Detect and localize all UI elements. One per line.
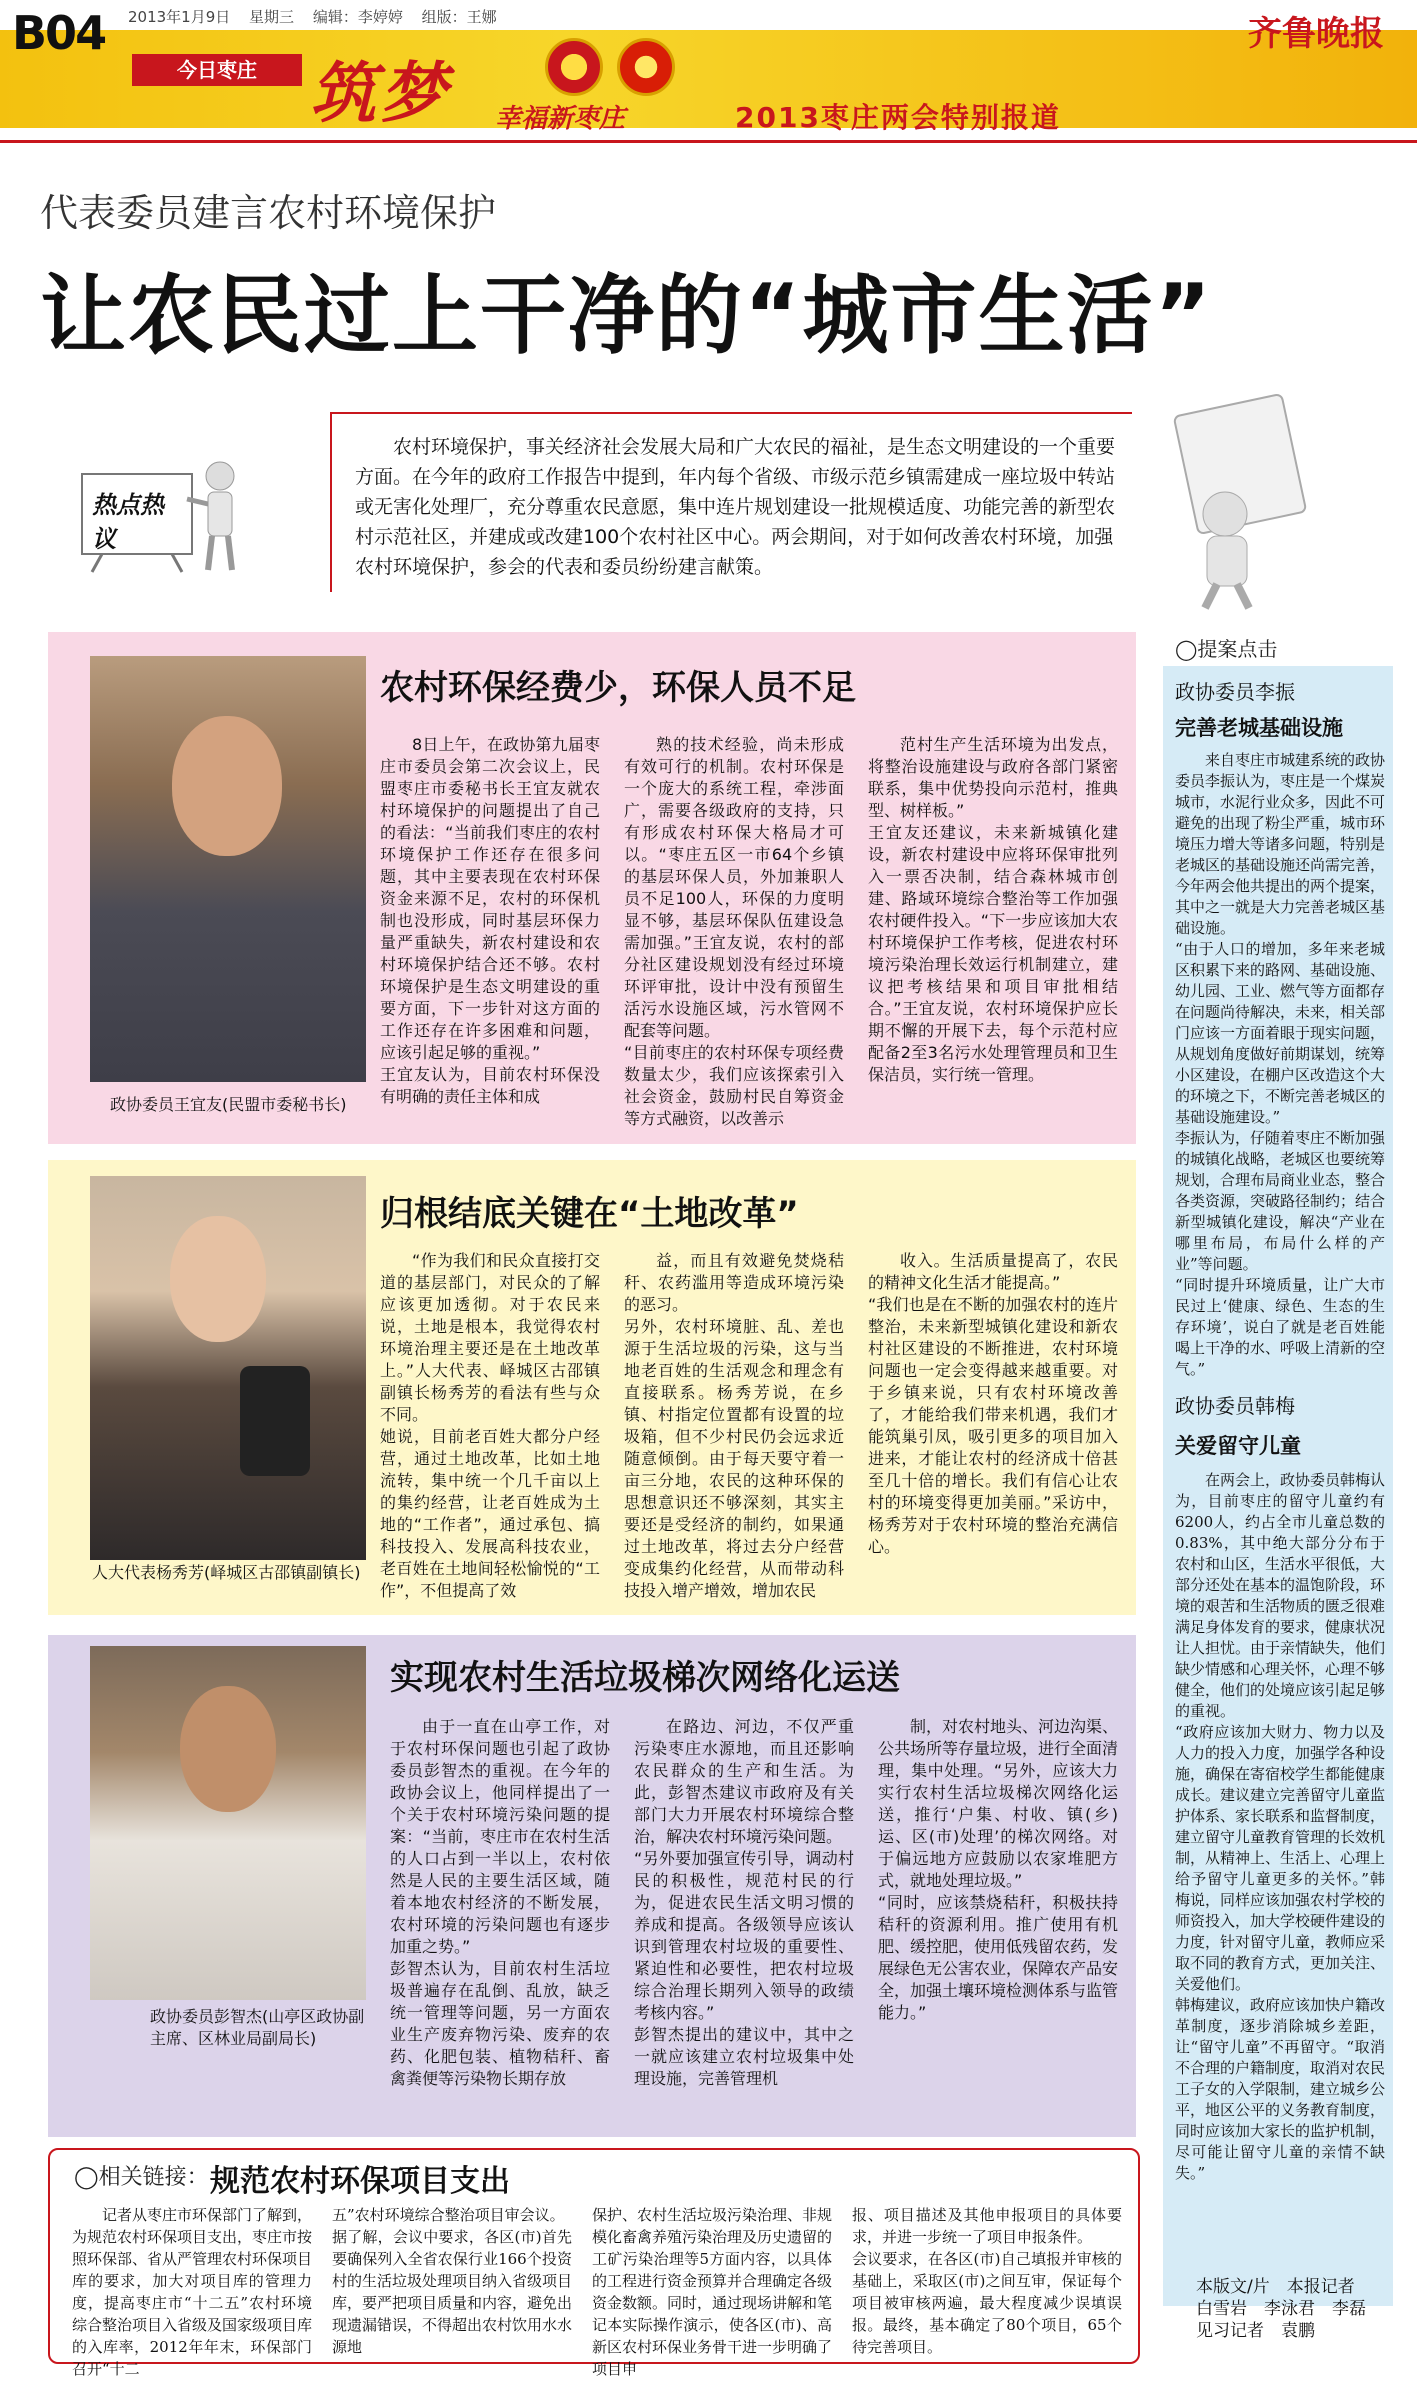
- issue-date: 2013年1月9日: [128, 8, 231, 26]
- section-tag: 今日枣庄: [132, 54, 302, 86]
- stick-figure-icon: [187, 462, 234, 570]
- article-headline: 让农民过上干净的“城市生活”: [40, 266, 1214, 366]
- photo-yang-xiufang: [90, 1176, 366, 1560]
- sidebar-heading: ◯提案点击: [1175, 637, 1278, 661]
- page-number: B04: [12, 6, 106, 60]
- sidebar-author: 政协委员韩梅: [1175, 1394, 1295, 1418]
- newspaper-logo: 齐鲁晚报: [1248, 14, 1384, 54]
- related-link-title: 规范农村环保项目支出: [210, 2164, 510, 2199]
- related-link-label: ◯相关链接：: [74, 2165, 209, 2190]
- national-emblem-icon: [545, 38, 603, 96]
- section-2-column-2: 益，而且有效避免焚烧秸秆、农药滥用等造成环境污染的恶习。 另外，农村环境脏、乱、差也源于生活垃圾的污染，这与当地老百姓的生活观念和理念有直接联系。杨秀芳说，在乡镇、村指定位置都有设置的垃圾箱，但不少村民仍会远求近随意倾倒。由于每天要守着一亩三分地，农民的这种环保的思想意识还不够深刻，其实主要还是受经济的制约，如果通过土地改革，将过去分户经营变成集约化经营，从而带动科技投入增产增效，增加农民: [624, 1251, 844, 1600]
- article-kicker: 代表委员建言农村环境保护: [40, 191, 497, 235]
- sidebar-heading-text: 提案点击: [1197, 637, 1278, 661]
- header-divider: [0, 140, 1417, 143]
- editor-credit: 编辑：李婷婷: [312, 8, 403, 26]
- portrait-face: [172, 716, 282, 856]
- portrait-face: [180, 1686, 276, 1812]
- sidebar-text-1: 来自枣庄市城建系统的政协委员李振认为，枣庄是一个煤炭城市，水泥行业众多，因此不可避免的出现了粉尘严重，城市环境压力增大等诸多问题，特别是老城区的基础设施还尚需完善，今年两会他共提出的两个提案，其中之一就是大力完善老城区基础设施。 “由于人口的增加，多年来老城区积累下来的路网、基础设施、幼儿园、工业、燃气等方面都存在问题尚待解决，未来，相关部门应该一方面着眼于现实问题，从规划角度做好前期谋划，统筹小区建设，在棚户区改造这个大的环境之下，不断完善老城区的基础设施建设。” 李振认为，仔随着枣庄不断加强的城镇化战略，老城区也要统筹规划，合理布局商业业态，整合各类资源，突破路径制约；结合新型城镇化建设，解决“产业在哪里布局，布局什么样的产业”等问题。 “同时提升环境质量，让广大市民过上‘健康、绿色、生态的生存环境’，说白了就是老百姓能喝上干净的水、呼吸上清新的空气。”: [1175, 751, 1386, 1378]
- section-1-column-3: 范村生产生活环境为出发点，将整治设施建设与政府各部门紧密联系，集中优势投向示范村，推典型、树样板。” 王宜友还建议，未来新城镇化建设，新农村建设中应将环保审批列入一票否决制，结合森林城市创建、路域环境综合整治等工作加强农村硬件投入。“下一步应该加大农村环境保护工作考核，促进农村环境污染治理长效运行机制建立，建议把考核结果和项目审批相结合。”王宜友说，农村环境保护应长期不懈的开展下去，每个示范村应配备2至3名污水处理管理员和卫生保洁员，实行统一管理。: [868, 735, 1118, 1084]
- sidebar-title: 完善老城基础设施: [1175, 716, 1343, 740]
- section-2-column-1: “作为我们和民众直接打交道的基层部门，对民众的了解应该更加透彻。对于农民来说，土地是根本，我觉得农村环境治理主要还是在土地改革上。”人大代表、峄城区古邵镇副镇长杨秀芳的看法有些与众不同。 她说，目前老百姓大都分户经营，通过土地改革，比如土地流转，集中统一个几千亩以上的集约经营，让老百姓成为土地的“工作者”，通过承包、搞科技投入、发展高科技农业，老百姓在土地间轻松愉悦的“工作”，不但提高了效: [380, 1251, 600, 1600]
- section-3-column-2: 在路边、河边，不仅严重污染枣庄水源地，而且还影响农民群众的生产和生活。为此，彭智杰建议市政府及有关部门大力开展农村环境综合整治，解决农村环境污染问题。 “另外要加强宣传引导，调动村民的积极性，规范村民的行为，促进农民生活文明习惯的养成和提高。各级领导应该认识到管理农村垃圾的重要性、紧迫性和必要性，把农村垃圾综合治理长期列入领导的政绩考核内容。” 彭智杰提出的建议中，其中之一就应该建立农村垃圾集中处理设施，完善管理机: [634, 1717, 854, 2088]
- issue-meta: [128, 6, 497, 27]
- credit-line: 见习记者 袁鹏: [1196, 2321, 1315, 2341]
- related-column-4: 报、项目描述及其他申报项目的具体要求，并进一步统一了项目申报条件。 会议要求，在各区(市)自己填报并审核的基础上，采取区(市)之间互审，保证每个项目被审核两遍，最大程度减少误填误报。最终，基本确定了80个项目，65个待完善项目。: [852, 2206, 1122, 2356]
- paper-holding-figure-icon: [1165, 394, 1315, 610]
- sidebar-author: 政协委员李振: [1175, 680, 1295, 704]
- section-1-column-1: 8日上午，在政协第九届枣庄市委员会第二次会议上，民盟枣庄市委秘书长王宜友就农村环境保护的问题提出了自己的看法：“当前我们枣庄的农村环境保护工作还存在很多问题，其中主要表现在农村环保资金来源不足，农村的环保机制也没形成，同时基层环保力量严重缺失，新农村建设和农村环境保护结合还不够。农村环境保护是生态文明建设的重要方面，下一步针对这方面的工作还存在许多困难和问题，应该引起足够的重视。” 王宜友认为，目前农村环保没有明确的责任主体和成: [380, 735, 600, 1106]
- related-column-3: 保护、农村生活垃圾污染治理、非规模化畜禽养殖污染治理及历史遗留的工矿污染治理等5方面内容，以具体的工程进行资金预算并合理确定各级资金数额。同时，通过现场讲解和笔记本实际操作演示，使各区(市)、高新区农村环保业务骨干进一步明确了项目申: [592, 2206, 833, 2378]
- photo-caption: 政协委员彭智杰(山亭区政协副主席、区林业局副局长): [150, 2007, 365, 2048]
- photo-caption: 政协委员王宜友(民盟市委秘书长): [110, 1095, 347, 1114]
- article-intro: 农村环境保护，事关经济社会发展大局和广大农民的福祉，是生态文明建设的一个重要方面。在今年的政府工作报告中提到，年内每个省级、市级示范乡镇需建成一座垃圾中转站或无害化处理厂，充分尊重农民意愿，集中连片规划建设一批规模适度、功能完善的新型农村示范社区，并建成或改建100个农村社区中心。两会期间，对于如何改善农村环境，加强农村环境保护，参会的代表和委员纷纷建言献策。: [355, 436, 1116, 578]
- author-credit: [1196, 2276, 1366, 2342]
- hot-topic-label: 热点热议: [92, 491, 164, 553]
- section-3-column-3: 制，对农村地头、河边沟渠、公共场所等存量垃圾，进行全面清理，集中处理。“另外，应该大力实行农村生活垃圾梯次网络化运送，推行‘户集、村收、镇(乡)运、区(市)处理’的梯次网络。对于偏远地方应鼓励以农家堆肥方式，就地处理垃圾。” “同时，应该禁烧秸秆，积极扶持秸秆的资源利用。推广使用有机肥、缓控肥，使用低残留农药，发展绿色无公害农业，保障农产品安全，加强土壤环境检测体系与监管能力。”: [878, 1717, 1119, 2022]
- section-title: 实现农村生活垃圾梯次网络化运送: [390, 1658, 900, 1698]
- photo-wang-yiyou: [90, 656, 366, 1082]
- cppcc-emblem-icon: [617, 38, 675, 96]
- credit-line: 白雪岩 李泳君 李磊: [1196, 2299, 1366, 2319]
- issue-weekday: 星期三: [249, 8, 295, 26]
- photo-caption: 人大代表杨秀芳(峄城区古邵镇副镇长): [92, 1563, 361, 1582]
- photo-peng-zhijie: [90, 1646, 366, 2000]
- microphone-icon: [240, 1366, 310, 1476]
- related-column-2: 五”农村环境综合整治项目审会议。 据了解，会议中要求，各区(市)首先要确保列入全省农保行业166个投资村的生活垃圾处理项目纳入省级项目库，要严把项目质量和内容，避免出现遗漏错误，不得超出农村饮用水水源地: [332, 2206, 573, 2356]
- section-3-column-1: 由于一直在山亭工作，对于农村环保问题也引起了政协委员彭智杰的重视。在今年的政协会议上，他同样提出了一个关于农村环境污染问题的提案：“当前，枣庄市在农村生活的人口占到一半以上，农村依然是人民的主要生活区域，随着本地农村经济的不断发展，农村环境的污染问题也有逐步加重之势。” 彭智杰认为，目前农村生活垃圾普遍存在乱倒、乱放，缺乏统一管理等问题，另一方面农业生产废弃物污染、废弃的农药、化肥包装、植物秸秆、畜禽粪便等污染物长期存放: [390, 1717, 610, 2088]
- banner-special-report: 2013枣庄两会特别报道: [735, 101, 1061, 134]
- section-title: 归根结底关键在“土地改革”: [380, 1194, 799, 1234]
- section-title: 农村环保经费少，环保人员不足: [380, 668, 856, 708]
- related-column-1: 记者从枣庄市环保部门了解到，为规范农村环保项目支出，枣庄市按照环保部、省从严管理农村环保项目库的要求，加大对项目库的管理力度，提高枣庄市“十二五”农村环境综合整治项目入省级及国家级项目库的入库率，2012年年末，环保部门召开“十二: [72, 2206, 313, 2378]
- layout-credit: 组版：王娜: [421, 8, 497, 26]
- banner-title: 筑梦: [310, 54, 450, 132]
- credit-line: 本版文/片 本报记者: [1196, 2277, 1355, 2297]
- section-1-column-2: 熟的技术经验，尚未形成有效可行的机制。农村环保是一个庞大的系统工程，牵涉面广，需要各级政府的支持，只有形成农村环保大格局才可以。“枣庄五区一市64个乡镇的基层环保人员，外加兼职人员不足100人，环保的力度明显不够，基层环保队伍建设急需加强。”王宜友说，农村的部分社区建设规划没有经过环境环评审批，设计中没有预留生活污水设施区域，污水管网不配套等问题。 “目前枣庄的农村环保专项经费数量太少，我们应该探索引入社会资金，鼓励村民自筹资金等方式融资，以改善示: [624, 735, 844, 1128]
- portrait-face: [170, 1216, 266, 1342]
- related-label-text: 相关链接：: [98, 2165, 209, 2190]
- sidebar-text-2: 在两会上，政协委员韩梅认为，目前枣庄的留守儿童约有6200人，约占全市儿童总数的0.83%，其中绝大部分分布于农村和山区，生活水平很低，大部分还处在基本的温饱阶段，环境的艰苦和生活物质的匮乏很难满足身体发育的要求，健康状况让人担忧。由于亲情缺失，他们缺少情感和心理关怀，心理不够健全，他们的处境应该引起足够的重视。 “政府应该加大财力、物力以及人力的投入力度，加强学各种设施，确保在寄宿校学生都能健康成长。建议建立完善留守儿童监护体系、家长联系和监督制度，建立留守儿童教育管理的长效机制，从精神上、生活上、心理上给予留守儿童更多的关怀。”韩梅说，同样应该加强农村学校的师资投入，加大学校硬件建设的力度，针对留守儿童，教师应采取不同的教育方式，更加关注、关爱他们。 韩梅建议，政府应该加快户籍改革制度，逐步消除城乡差距，让“留守儿童”不再留守。“取消不合理的户籍制度，取消对农民工子女的入学限制，建立城乡公平，地区公平的义务教育制度，同时应该加大家长的监护机制，尽可能让留守儿童的亲情不缺失。”: [1175, 1471, 1386, 2182]
- sidebar-title: 关爱留守儿童: [1175, 1434, 1301, 1458]
- banner-subtitle: 幸福新枣庄: [495, 104, 626, 134]
- section-2-column-3: 收入。生活质量提高了，农民的精神文化生活才能提高。” “我们也是在不断的加强农村的连片整治，未来新型城镇化建设和新农村社区建设的不断推进，农村环境问题也一定会变得越来越重要。对于乡镇来说，只有农村环境改善了，才能给我们带来机遇，我们才能筑巢引凤，吸引更多的项目加入进来，才能让农村的经济成十倍甚至几十倍的增长。我们有信心让农村的环境变得更加美丽。”采访中，杨秀芳对于农村环境的整治充满信心。: [868, 1251, 1118, 1556]
